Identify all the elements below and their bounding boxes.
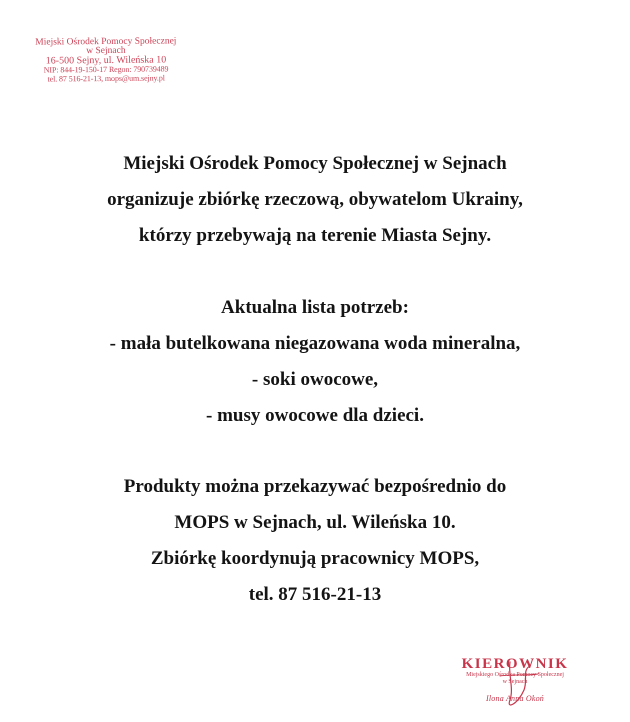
- institution-stamp: [26, 37, 186, 83]
- signature-title: KIEROWNIK: [461, 656, 569, 672]
- announcement-body: [0, 146, 630, 613]
- needs-item: - mała butelkowana niegazowana woda mineralna,: [109, 333, 521, 354]
- signature-name: Ilona Anna Okoń: [486, 694, 544, 703]
- closing-line: MOPS w Sejnach, ul. Wileńska 10.: [174, 512, 456, 533]
- needs-item: - musy owocowe dla dzieci.: [206, 405, 424, 426]
- stamp-line-city: w Sejnach: [86, 45, 126, 57]
- stamp-line-contact: tel. 87 516-21-13, mops@um.sejny.pl: [47, 73, 165, 84]
- closing-line: Produkty można przekazywać bezpośrednio do: [123, 476, 507, 497]
- signature-org-city: w Sejnach: [502, 679, 528, 685]
- intro-line: Miejski Ośrodek Pomocy Społecznej w Sejnach: [123, 153, 507, 174]
- stamp-line-name: Miejski Ośrodek Pomocy Społecznej: [35, 36, 177, 48]
- needs-item: - soki owocowe,: [251, 369, 379, 390]
- closing-line-phone: tel. 87 516-21-13: [248, 584, 382, 605]
- closing-line: Zbiórkę koordynują pracownicy MOPS,: [150, 548, 480, 569]
- signature-org-line: Miejskiego Ośrodka Pomocy Społecznej: [466, 672, 564, 678]
- signature-stamp: [440, 652, 590, 712]
- stamp-line-nip: NIP: 844-19-150-17 Regon: 790739489: [43, 64, 169, 75]
- intro-line: którzy przebywają na terenie Miasta Sejny.: [138, 225, 492, 246]
- intro-line: organizuje zbiórkę rzeczową, obywatelom Ukrainy,: [107, 189, 523, 210]
- stamp-line-address: 16-500 Sejny, ul. Wileńska 10: [45, 54, 167, 67]
- needs-heading: Aktualna lista potrzeb:: [221, 297, 409, 318]
